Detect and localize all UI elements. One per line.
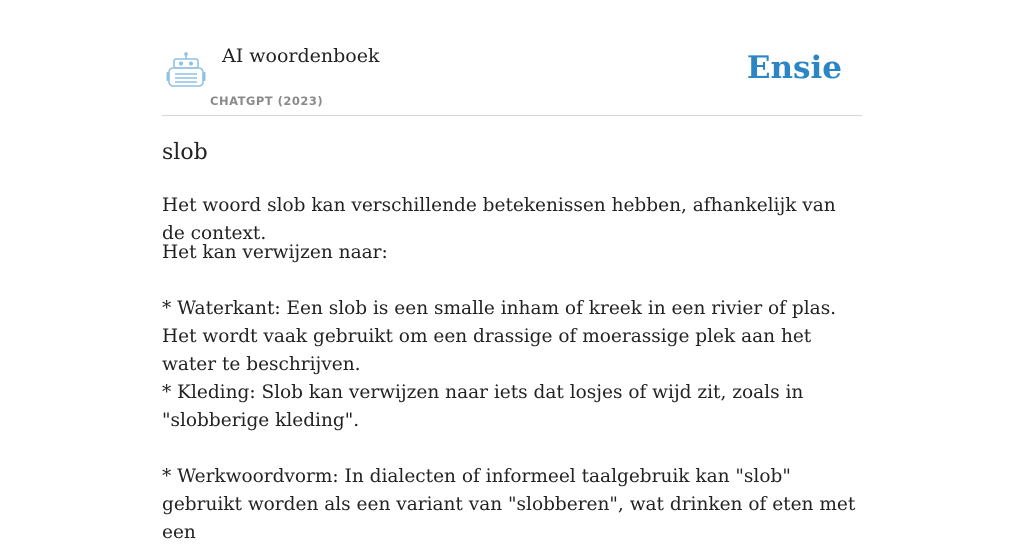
dictionary-title[interactable]: AI woordenboek xyxy=(222,45,380,67)
definition-item: * Werkwoordvorm: In dialecten of informeel taalgebruik kan "slob" gebruikt worden als een variant van "slobberen", wat drinken of eten met een xyxy=(162,466,856,543)
definition-item: * Waterkant: Een slob is een smalle inham of kreek in een rivier of plas. Het wordt vaak gebruikt om een drassige of moerassige plek aan het water te beschrijven. xyxy=(162,298,837,375)
brand-logo[interactable]: Ensie xyxy=(746,50,842,86)
header xyxy=(162,0,862,116)
entry-term: slob xyxy=(162,140,208,165)
robot-icon xyxy=(166,52,206,88)
source-label: CHATGPT (2023) xyxy=(210,94,324,108)
entry-lead: Het kan verwijzen naar: xyxy=(162,242,388,263)
page-container xyxy=(162,0,862,543)
entry-intro: Het woord slob kan verschillende betekenissen hebben, afhankelijk van de context. xyxy=(162,195,836,244)
definition-item: * Kleding: Slob kan verwijzen naar iets dat losjes of wijd zit, zoals in "slobberige kleding". xyxy=(162,382,804,431)
